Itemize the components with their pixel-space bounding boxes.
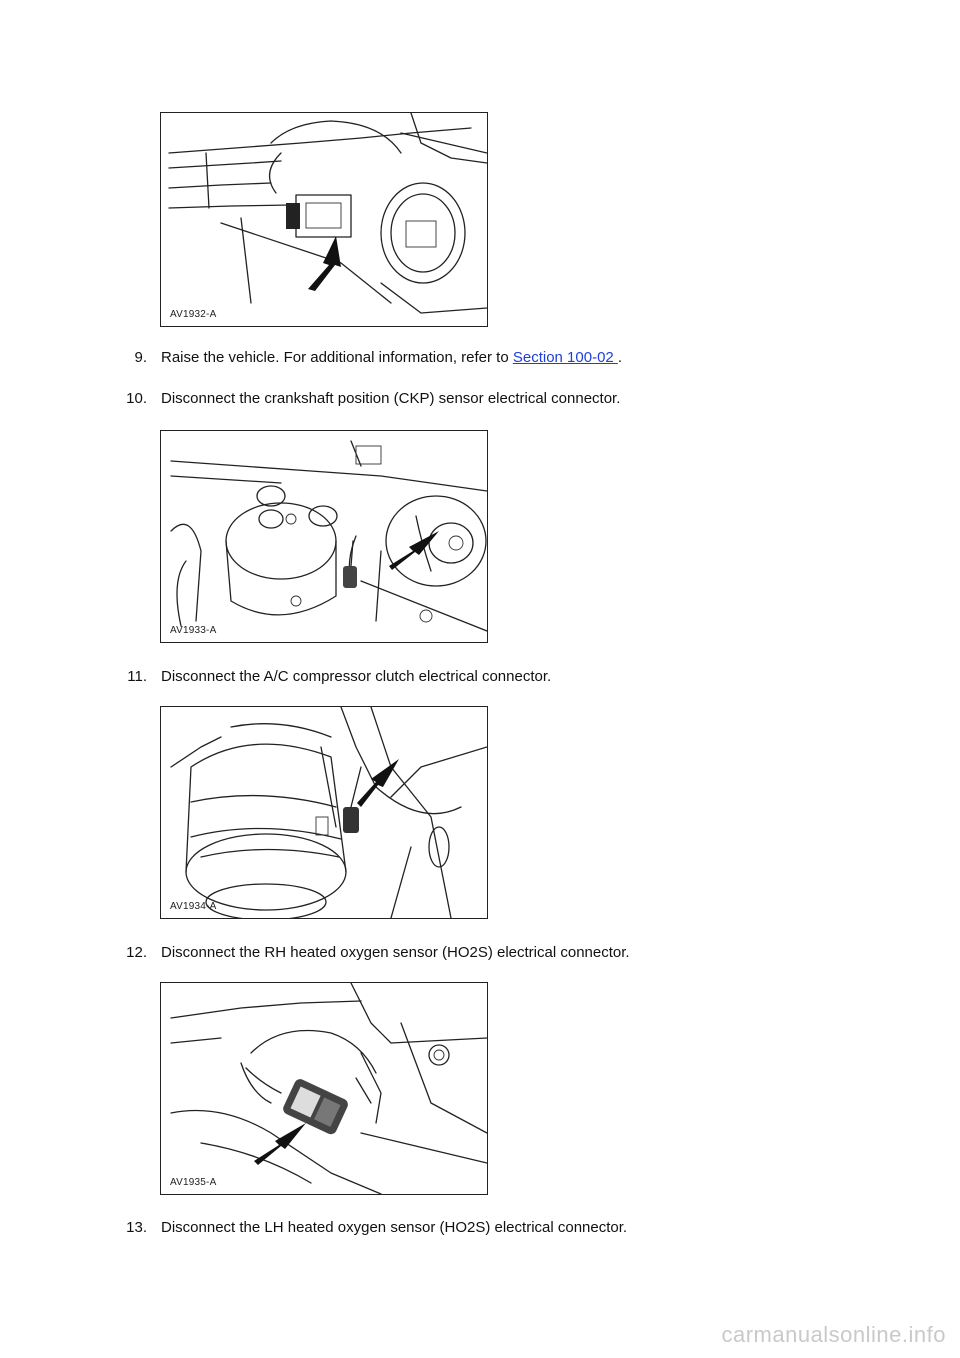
step-text-period: . bbox=[617, 349, 623, 366]
figure-reference-label: AV1935-A bbox=[170, 1177, 217, 1188]
step-number: 9. bbox=[134, 349, 147, 366]
connector-illustration-4 bbox=[161, 983, 487, 1194]
section-100-02-link[interactable]: Section 100-02 bbox=[512, 349, 618, 366]
step-text-body: Raise the vehicle. For additional information, refer to bbox=[161, 349, 513, 366]
figure-av1935 bbox=[160, 982, 488, 1195]
figure-reference-label: AV1934-A bbox=[170, 901, 217, 912]
step-number: 13. bbox=[126, 1219, 147, 1236]
step-text: Disconnect the LH heated oxygen sensor (HO2S) electrical connector. bbox=[161, 1219, 628, 1236]
step-number: 12. bbox=[126, 944, 147, 961]
step-text: Disconnect the RH heated oxygen sensor (HO2S) electrical connector. bbox=[161, 944, 630, 961]
figure-av1933 bbox=[160, 430, 488, 643]
step-text: Disconnect the crankshaft position (CKP) sensor electrical connector. bbox=[161, 390, 621, 407]
step-number: 10. bbox=[126, 390, 147, 407]
step-text: Disconnect the A/C compressor clutch electrical connector. bbox=[161, 668, 552, 685]
figure-reference-label: AV1933-A bbox=[170, 625, 217, 636]
connector-illustration-1 bbox=[161, 113, 487, 326]
figure-av1932 bbox=[160, 112, 488, 327]
footer-watermark: carmanualsonline.info bbox=[721, 1322, 946, 1347]
step-text bbox=[161, 349, 622, 367]
figure-av1934 bbox=[160, 706, 488, 919]
figure-reference-label: AV1932-A bbox=[170, 309, 217, 320]
step-number: 11. bbox=[127, 668, 147, 685]
connector-illustration-3 bbox=[161, 707, 487, 918]
connector-illustration-2 bbox=[161, 431, 487, 642]
